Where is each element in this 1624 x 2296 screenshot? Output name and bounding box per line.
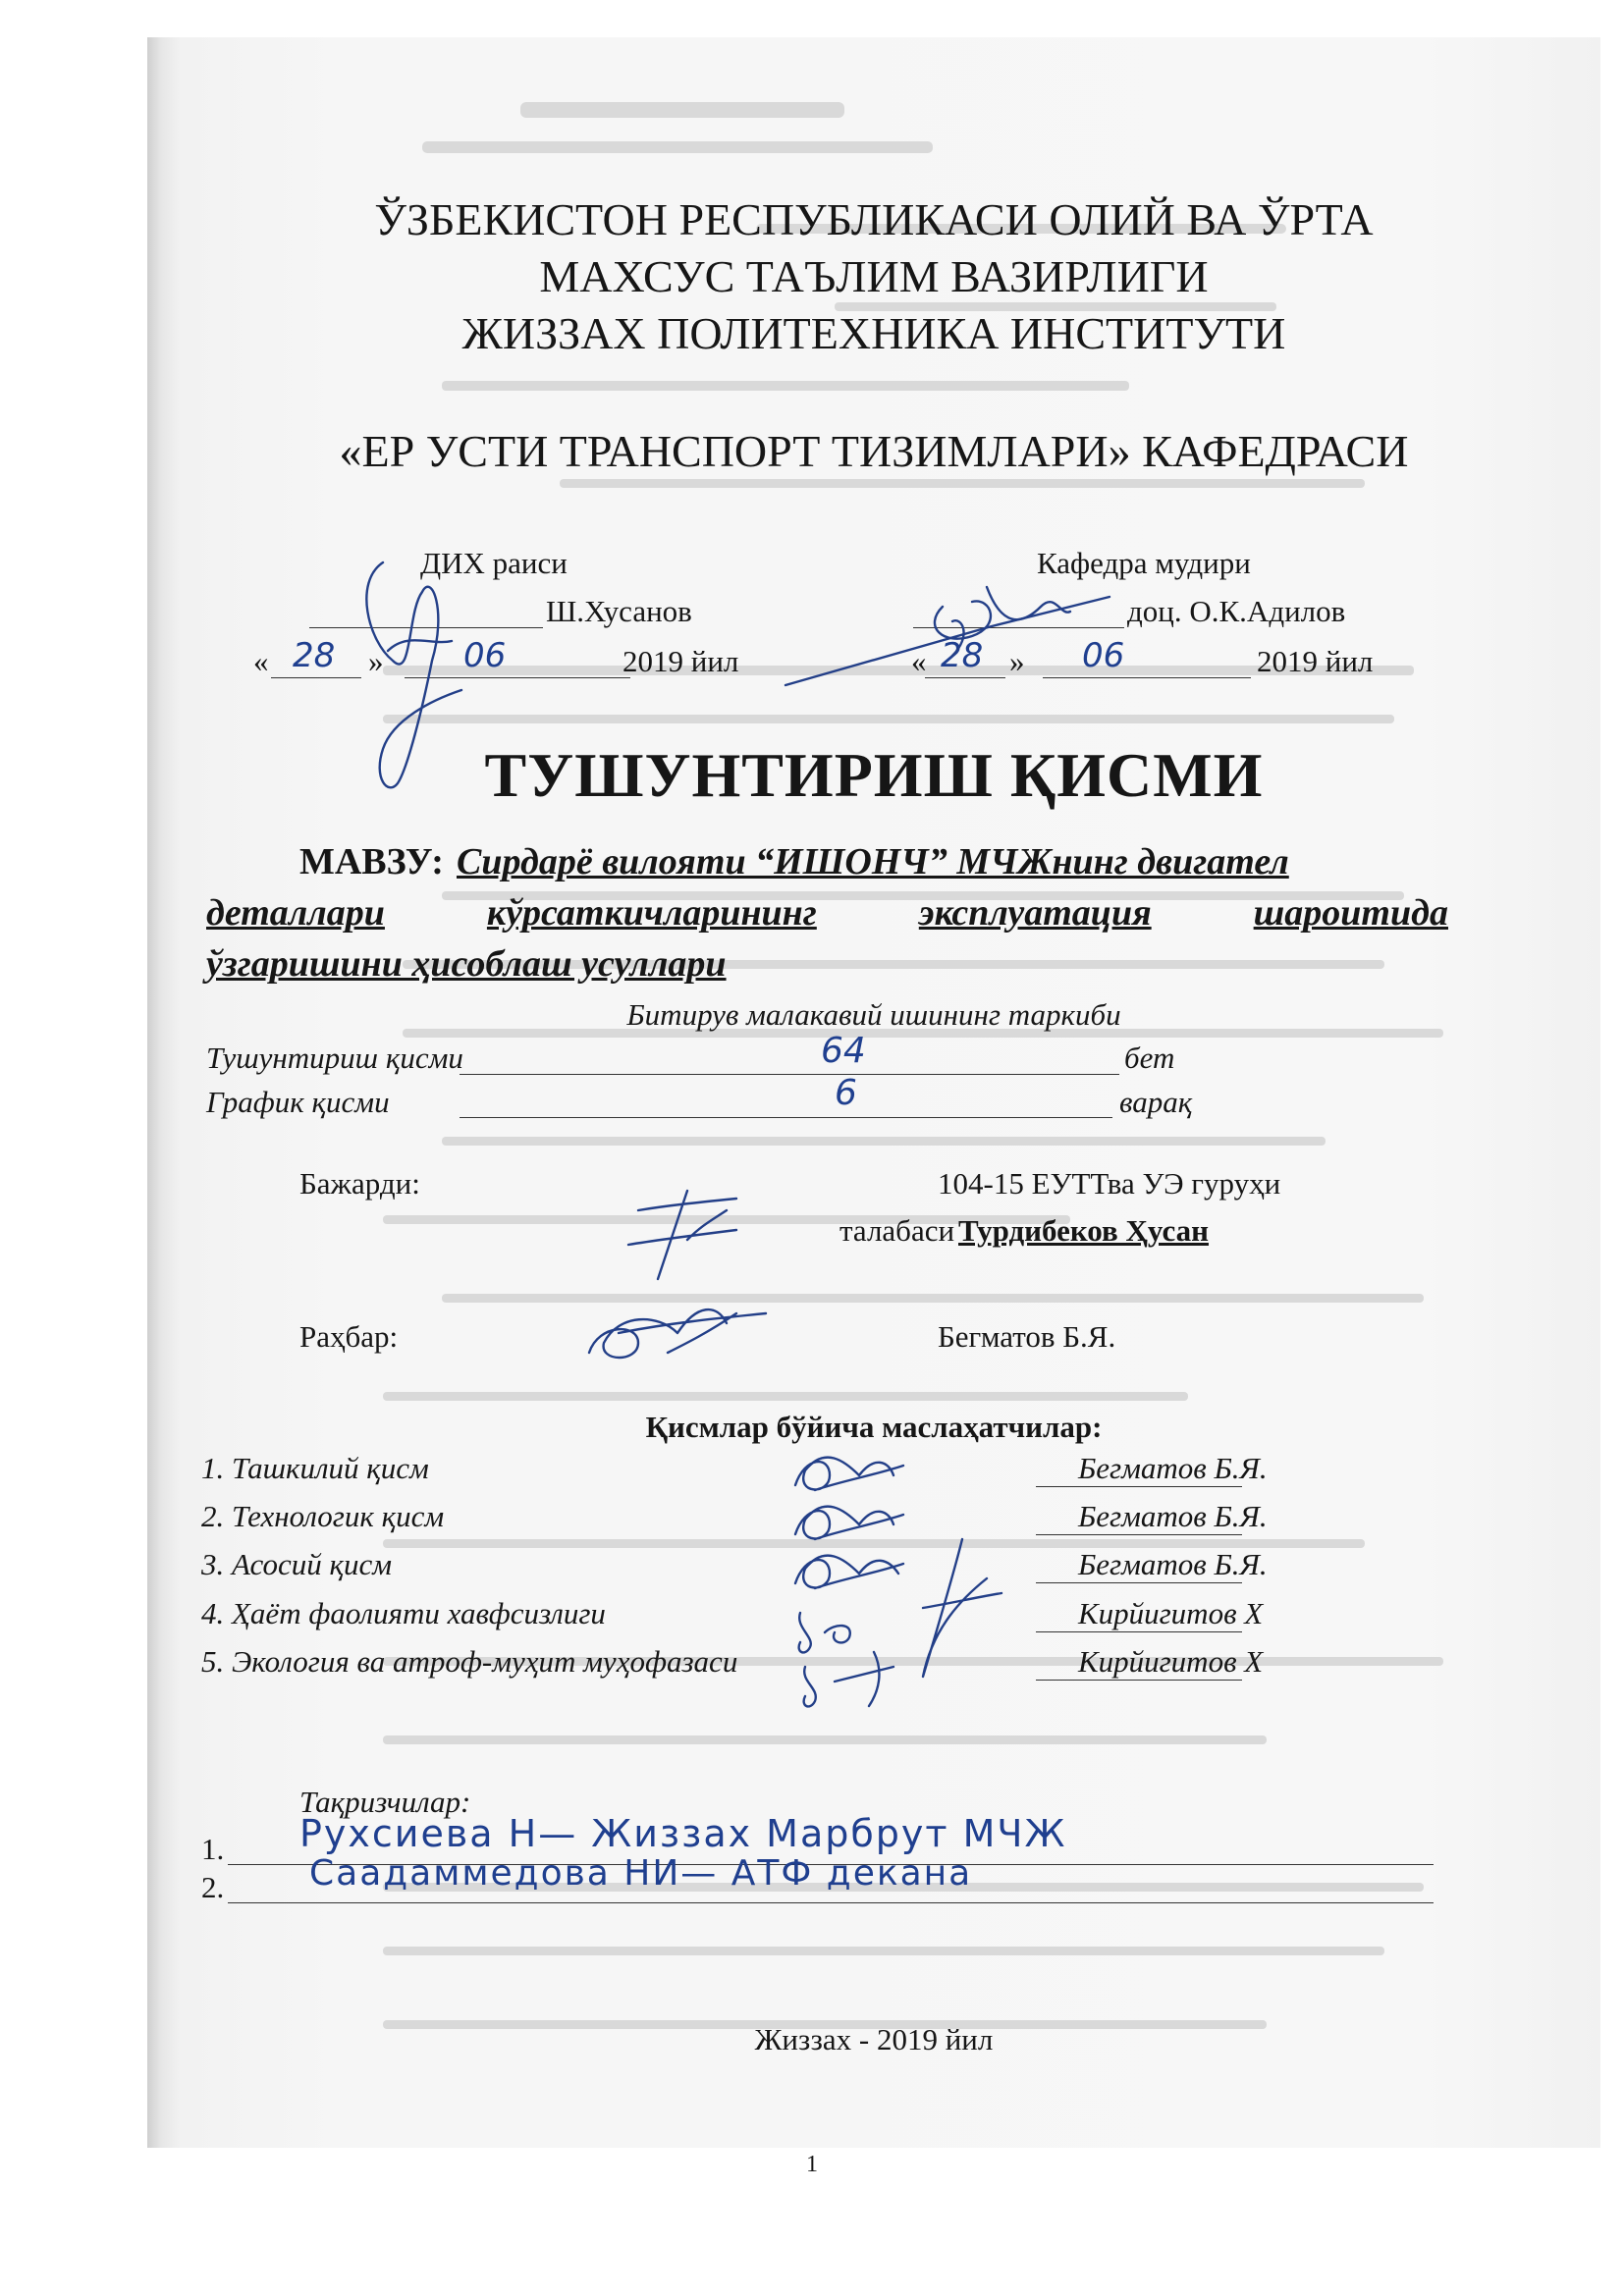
student-group: 104-15 ЕУТТва УЭ гуруҳи (938, 1166, 1281, 1201)
right-approver-signature (776, 567, 1129, 705)
page-number: 1 (806, 2152, 818, 2177)
institute-name: ЖИЗЗАХ ПОЛИТЕХНИКА ИНСТИТУТИ (461, 308, 1286, 358)
student-signature (619, 1181, 756, 1289)
graphic-unit: варақ (1119, 1085, 1193, 1119)
consultant-name: Бегматов Б.Я. (1078, 1499, 1268, 1533)
place-and-year: Жиззах - 2019 йил (754, 2022, 994, 2056)
left-date-year: 2019 йил (623, 644, 739, 678)
reviewers-heading: Тақризчилар: (299, 1785, 471, 1819)
scanned-page (147, 37, 1600, 2148)
student-prefix: талабаси (839, 1213, 955, 1248)
graphic-label: График қисми (206, 1085, 390, 1119)
topic-word: кўрсаткичларининг (486, 892, 817, 934)
topic-line-1: Сирдарё вилояти “ИШОНЧ” МЧЖнинг двигател (457, 841, 1289, 882)
consultant-section: 3. Асосий қисм (201, 1547, 393, 1581)
left-approver-role: ДИХ раиси (420, 546, 568, 580)
graphic-sheets: 6 (835, 1073, 857, 1113)
left-approver-name: Ш.Хусанов (546, 594, 692, 628)
consultant-section: 1. Ташкилий қисм (201, 1451, 429, 1485)
right-date-year: 2019 йил (1257, 644, 1374, 678)
reviewer-entry: Саадаммедова НИ— АТФ декана (309, 1853, 973, 1894)
supervisor-label: Раҳбар: (299, 1319, 399, 1354)
student-label: Бажарди: (299, 1166, 420, 1201)
right-approver-role: Кафедра мудири (1037, 546, 1251, 580)
explanatory-unit: бет (1124, 1041, 1175, 1075)
consultants-heading: Қисмлар бўйича маслаҳатчилар: (645, 1410, 1103, 1444)
consultant-section: 4. Ҳаёт фаолияти хавфсизлиги (201, 1596, 606, 1630)
consultant-section: 5. Экология ва атроф-муҳит муҳофазаси (201, 1644, 738, 1679)
right-date-open-quote: « (911, 644, 927, 678)
ministry-line-2: МАХСУС ТАЪЛИМ ВАЗИРЛИГИ (539, 251, 1209, 301)
topic-word: эксплуатация (918, 892, 1152, 934)
explanatory-label: Тушунтириш қисми (206, 1041, 463, 1075)
department-name: «ЕР УСТИ ТРАНСПОРТ ТИЗИМЛАРИ» КАФЕДРАСИ (339, 426, 1409, 476)
topic-label: МАВЗУ: (299, 841, 444, 882)
left-date-month: 06 (463, 636, 507, 675)
reviewer-entry: Рухсиева Н— Жиззах Марбрут МЧЖ (299, 1812, 1067, 1855)
left-date-day: 28 (293, 636, 336, 675)
consultant-name: Бегматов Б.Я. (1078, 1451, 1268, 1485)
left-date-close-quote: » (368, 644, 384, 678)
consultant-name: Кирйигитов Х (1078, 1596, 1264, 1630)
composition-heading: Битирув малакавий ишининг таркиби (626, 997, 1121, 1032)
consultant-name: Кирйигитов Х (1078, 1644, 1264, 1679)
supervisor-name: Бегматов Б.Я. (938, 1319, 1116, 1354)
reviewer-number: 1. (201, 1832, 225, 1866)
right-date-month: 06 (1082, 636, 1125, 675)
right-approver-name: доц. О.К.Адилов (1127, 594, 1346, 628)
topic-line-2 (206, 891, 1448, 934)
topic-word: шароитида (1253, 892, 1448, 934)
consultant-section: 2. Технологик қисм (201, 1499, 445, 1533)
explanatory-pages: 64 (821, 1031, 866, 1071)
consultants-signatures (776, 1431, 1070, 1716)
topic-line-3: ўзгаришини ҳисоблаш усуллари (206, 943, 727, 985)
consultant-name: Бегматов Б.Я. (1078, 1547, 1268, 1581)
left-date-open-quote: « (253, 644, 269, 678)
topic-word: деталлари (206, 892, 385, 934)
right-date-close-quote: » (1009, 644, 1025, 678)
right-date-day: 28 (941, 636, 984, 675)
document-title: ТУШУНТИРИШ ҚИСМИ (484, 740, 1264, 810)
student-name: Турдибеков Ҳусан (958, 1213, 1209, 1248)
ministry-line-1: ЎЗБЕКИСТОН РЕСПУБЛИКАСИ ОЛИЙ ВА ЎРТА (374, 194, 1374, 244)
reviewer-number: 2. (201, 1870, 225, 1904)
supervisor-signature (579, 1284, 776, 1382)
